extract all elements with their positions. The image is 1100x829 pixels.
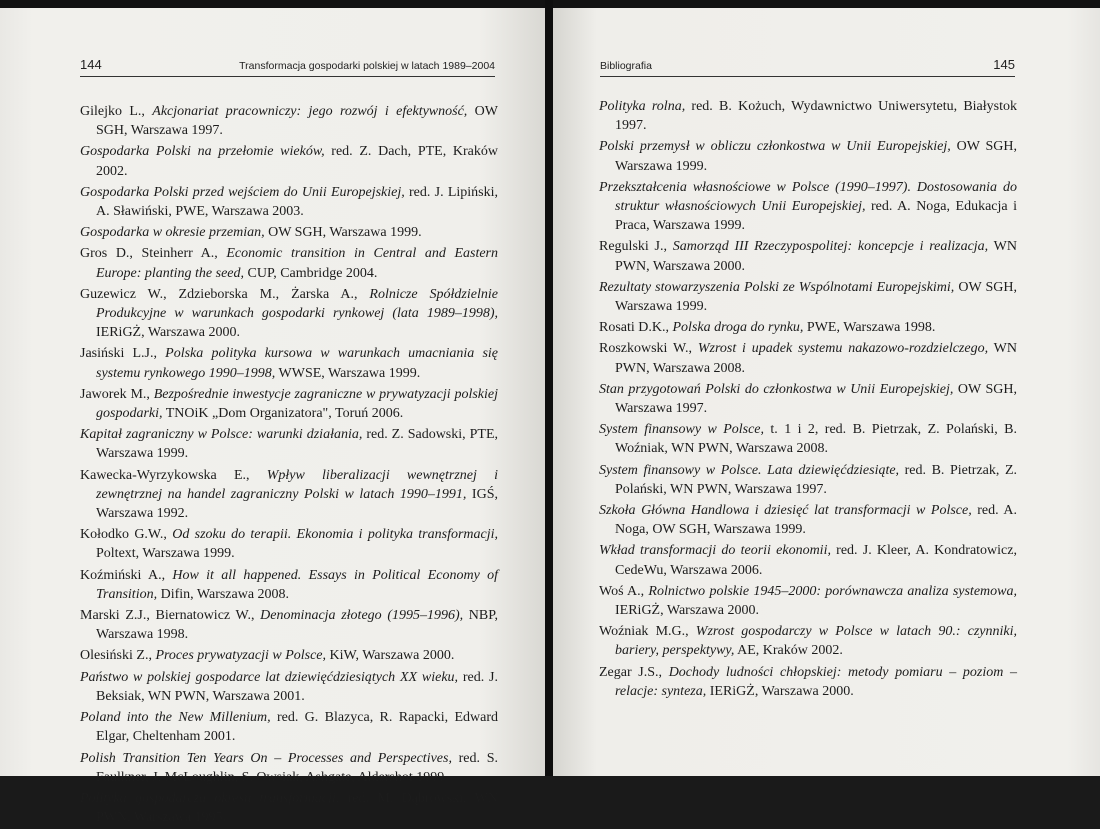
entry-author: Jaworek M., bbox=[80, 386, 154, 402]
entry-title: Wzrost gospodarczy w Polsce w latach 90.: czynniki, bariery, perspektywy, bbox=[615, 624, 1017, 659]
entry-title: Wkład transformacji do teorii ekonomii, bbox=[599, 543, 831, 559]
entry-publication: OW SGH, Warszawa 1997. bbox=[96, 104, 498, 139]
bibliography-entry bbox=[599, 380, 1017, 418]
entry-publication: WN PWN, Warszawa 2008. bbox=[615, 341, 1018, 376]
entry-title: Przekształcenia własnościowe w Polsce (1990–1997). Dostosowania do struktur własnościowych Unii Europejskiej, bbox=[599, 179, 1017, 215]
bibliography-entry bbox=[80, 223, 498, 242]
entry-title: Od szoku do terapii. Ekonomia i polityka transformacji, bbox=[172, 527, 499, 543]
entry-publication: NBP, Warszawa 1998. bbox=[96, 608, 498, 643]
entry-publication: Poltext, Warszawa 1999. bbox=[96, 546, 235, 562]
entry-publication: IERiGŻ, Warszawa 2000. bbox=[615, 603, 760, 619]
entry-publication: red. J. Lipiński, A. Sławiński, PWE, Warszawa 2003. bbox=[96, 184, 498, 220]
entry-publication: IGŚ, Warszawa 1992. bbox=[96, 486, 498, 522]
bibliography-entry bbox=[80, 385, 498, 423]
entry-author: Gros D., Steinherr A., bbox=[80, 246, 227, 262]
entry-publication: red. J. Beksiak, WN PWN, Warszawa 2001. bbox=[96, 669, 498, 704]
entry-title: Państwo w polskiej gospodarce lat dziewięćdziesiątych XX wieku, bbox=[80, 669, 459, 685]
entry-title: Polska polityka kursowa w warunkach umacniania się systemu rynkowego 1990–1998, bbox=[96, 346, 498, 381]
entry-author: Roszkowski W., bbox=[599, 341, 698, 357]
bibliography-entry bbox=[599, 501, 1017, 539]
entry-publication: OW SGH, Warszawa 1999. bbox=[264, 225, 422, 241]
entry-author: Kawecka-Wyrzykowska E., bbox=[80, 467, 267, 483]
bibliography-entry bbox=[80, 789, 498, 827]
bibliography-entry bbox=[599, 318, 1017, 337]
entry-publication: t. 1 i 2, red. B. Pietrzak, Z. Polański, B. Woźniak, WN PWN, Warszawa 2008. bbox=[615, 422, 1017, 457]
bibliography-entry bbox=[599, 622, 1017, 660]
bibliography-entry bbox=[599, 97, 1017, 135]
entry-author: Regulski J., bbox=[599, 239, 673, 255]
entry-publication: red. Z. Sadowski, PTE, Warszawa 1999. bbox=[96, 427, 499, 462]
entry-publication: WN PWN, Warszawa 2000. bbox=[615, 239, 1017, 274]
book-gutter bbox=[545, 0, 553, 776]
running-title-right: Bibliografia bbox=[600, 60, 652, 72]
entry-title: Economic transition in Central and Eastern Europe: planting the seed, bbox=[96, 246, 498, 281]
bibliography-entry bbox=[80, 183, 498, 221]
bibliography-entry bbox=[599, 339, 1017, 377]
entry-title: Gospodarka w okresie przemian, bbox=[80, 225, 265, 241]
entry-title: Stan przygotowań Polski do członkostwa w Unii Europejskiej, bbox=[599, 381, 954, 397]
entry-publication: TNOiK „Dom Organizatora", Toruń 2006. bbox=[162, 406, 404, 422]
entry-title: Proces prywatyzacji w Polsce, bbox=[155, 648, 327, 664]
entry-title: Polski przemysł w obliczu członkostwa w Unii Europejskiej, bbox=[599, 139, 951, 155]
bibliography-entry bbox=[599, 663, 1017, 701]
entry-publication: red. Z. Dach, PTE, Kraków 2002. bbox=[96, 144, 498, 179]
left-running-header bbox=[80, 54, 495, 77]
right-page bbox=[553, 8, 1100, 776]
bibliography-entry bbox=[80, 566, 498, 604]
bibliography-entry bbox=[80, 244, 498, 282]
entry-title: Polska droga do rynku, bbox=[672, 320, 804, 336]
bibliography-entry bbox=[80, 142, 498, 180]
bibliography-entry bbox=[80, 525, 498, 563]
entry-publication: OW SGH, Warszawa 1999. bbox=[615, 139, 1018, 174]
left-page bbox=[0, 8, 545, 826]
entry-publication: IERiGŻ, Warszawa 2000. bbox=[706, 683, 854, 699]
entry-author: Zegar J.S., bbox=[599, 664, 669, 680]
entry-author: Kołodko G.W., bbox=[80, 527, 173, 543]
entry-publication: OW SGH, Warszawa 1999. bbox=[615, 279, 1017, 315]
entry-title: Kapitał zagraniczny w Polsce: warunki działania, bbox=[80, 427, 363, 443]
bibliography-entry bbox=[599, 237, 1017, 275]
entry-author: Woźniak M.G., bbox=[599, 624, 696, 640]
bibliography-entry bbox=[80, 285, 498, 343]
entry-title: Gospodarka Polski przed wejściem do Unii Europejskiej, bbox=[80, 184, 405, 200]
entry-author: Marski Z.J., Biernatowicz W., bbox=[80, 608, 261, 624]
entry-publication: red. S. Faulkner, J. McLoughlin, S. Owsiak, Ashgate, Aldershot 1999. bbox=[96, 750, 498, 785]
entry-title: Dochody ludności chłopskiej: metody pomiaru – poziom – relacje: synteza, bbox=[615, 664, 1017, 699]
bibliography-entry bbox=[599, 278, 1017, 316]
entry-title: Polityka gospodarcza okresu transformacji, bbox=[80, 790, 340, 806]
bibliography-entry bbox=[599, 420, 1017, 458]
entry-author: Koźmiński A., bbox=[80, 567, 173, 583]
bibliography-entry bbox=[599, 461, 1017, 499]
bibliography-entry bbox=[80, 425, 498, 463]
entry-title: How it all happened. Essays in Political Economy of Transition, bbox=[96, 567, 498, 602]
entry-title: Wpływ liberalizacji wewnętrznej i zewnętrznej na handel zagraniczny Polski w latach 1990–1991, bbox=[96, 467, 499, 502]
page-number-right: 145 bbox=[993, 57, 1015, 72]
entry-publication: KiW, Warszawa 2000. bbox=[326, 648, 455, 664]
entry-publication: red. B. Kożuch, Wydawnictwo Uniwersytetu, Białystok 1997. bbox=[615, 99, 1017, 134]
entry-title: Gospodarka Polski na przełomie wieków, bbox=[80, 144, 325, 160]
entry-publication: red. J. Kleer, A. Kondratowicz, CedeWu, Warszawa 2006. bbox=[615, 543, 1017, 578]
entry-publication: red. G. Blazyca, R. Rapacki, Edward Elgar, Cheltenham 2001. bbox=[96, 710, 498, 745]
entry-title: Polish Transition Ten Years On – Processes and Perspectives, bbox=[80, 750, 452, 766]
bibliography-list-right bbox=[599, 97, 1017, 703]
entry-author: Woś A., bbox=[599, 583, 649, 599]
entry-title: Rolnicze Spółdzielnie Produkcyjne w warunkach gospodarki rynkowej (lata 1989–1998), bbox=[96, 286, 498, 322]
bibliography-entry bbox=[80, 668, 498, 706]
entry-publication: red. A. Noga, Edukacja i Praca, Warszawa 1999. bbox=[615, 199, 1017, 234]
page-number-left: 144 bbox=[80, 57, 102, 72]
entry-title: Akcjonariat pracowniczy: jego rozwój i efektywność, bbox=[152, 104, 468, 119]
entry-title: Rolnictwo polskie 1945–2000: porównawcza analiza systemowa, bbox=[648, 583, 1017, 599]
entry-title: Polityka rolna, bbox=[599, 99, 686, 114]
entry-title: Bezpośrednie inwestycje zagraniczne w prywatyzacji polskiej gospodarki, bbox=[96, 386, 498, 422]
running-title-left: Transformacja gospodarki polskiej w latach 1989–2004 bbox=[239, 60, 495, 72]
entry-title: Wzrost i upadek systemu nakazowo-rozdzielczego, bbox=[697, 341, 989, 357]
bibliography-entry bbox=[599, 178, 1017, 236]
right-running-header bbox=[600, 54, 1015, 77]
entry-publication: red. M. Dąbrowski, WN PWN, Warszawa 1995. bbox=[96, 790, 498, 826]
entry-publication: WWSE, Warszawa 1999. bbox=[275, 365, 421, 381]
entry-publication: AE, Kraków 2002. bbox=[734, 643, 843, 659]
bibliography-entry bbox=[599, 582, 1017, 620]
bibliography-list-left bbox=[80, 102, 498, 829]
bibliography-entry bbox=[599, 541, 1017, 579]
bibliography-entry bbox=[80, 749, 498, 787]
bibliography-entry bbox=[80, 344, 498, 382]
bibliography-entry bbox=[80, 606, 498, 644]
entry-author: Olesiński Z., bbox=[80, 648, 156, 664]
entry-author: Gilejko L., bbox=[80, 104, 153, 119]
entry-title: Poland into the New Millenium, bbox=[80, 710, 271, 726]
bibliography-entry bbox=[80, 102, 498, 140]
bibliography-entry bbox=[599, 137, 1017, 175]
entry-publication: OW SGH, Warszawa 1997. bbox=[615, 381, 1017, 417]
entry-author: Rosati D.K., bbox=[599, 320, 673, 336]
entry-title: System finansowy w Polsce. Lata dziewięćdziesiąte, bbox=[599, 462, 900, 478]
entry-title: Rezultaty stowarzyszenia Polski ze Wspólnotami Europejskimi, bbox=[599, 279, 955, 295]
entry-publication: IERiGŻ, Warszawa 2000. bbox=[96, 325, 241, 341]
bibliography-entry bbox=[80, 466, 498, 524]
entry-title: System finansowy w Polsce, bbox=[599, 422, 765, 438]
entry-title: Szkoła Główna Handlowa i dziesięć lat transformacji w Polsce, bbox=[599, 503, 972, 519]
entry-publication: red. B. Pietrzak, Z. Polański, WN PWN, Warszawa 1997. bbox=[615, 462, 1017, 497]
entry-publication: red. A. Noga, OW SGH, Warszawa 1999. bbox=[615, 503, 1017, 538]
entry-author: Jasiński L.J., bbox=[80, 346, 166, 362]
entry-publication: CUP, Cambridge 2004. bbox=[244, 265, 378, 281]
entry-publication: Difin, Warszawa 2008. bbox=[157, 586, 290, 602]
entry-title: Samorząd III Rzeczypospolitej: koncepcje i realizacja, bbox=[672, 239, 989, 255]
bibliography-entry bbox=[80, 708, 498, 746]
entry-author: Guzewicz W., Zdzieborska M., Żarska A., bbox=[80, 286, 370, 302]
entry-title: Denominacja złotego (1995–1996), bbox=[260, 608, 464, 624]
entry-publication: PWE, Warszawa 1998. bbox=[803, 320, 936, 336]
bibliography-entry bbox=[80, 646, 498, 665]
